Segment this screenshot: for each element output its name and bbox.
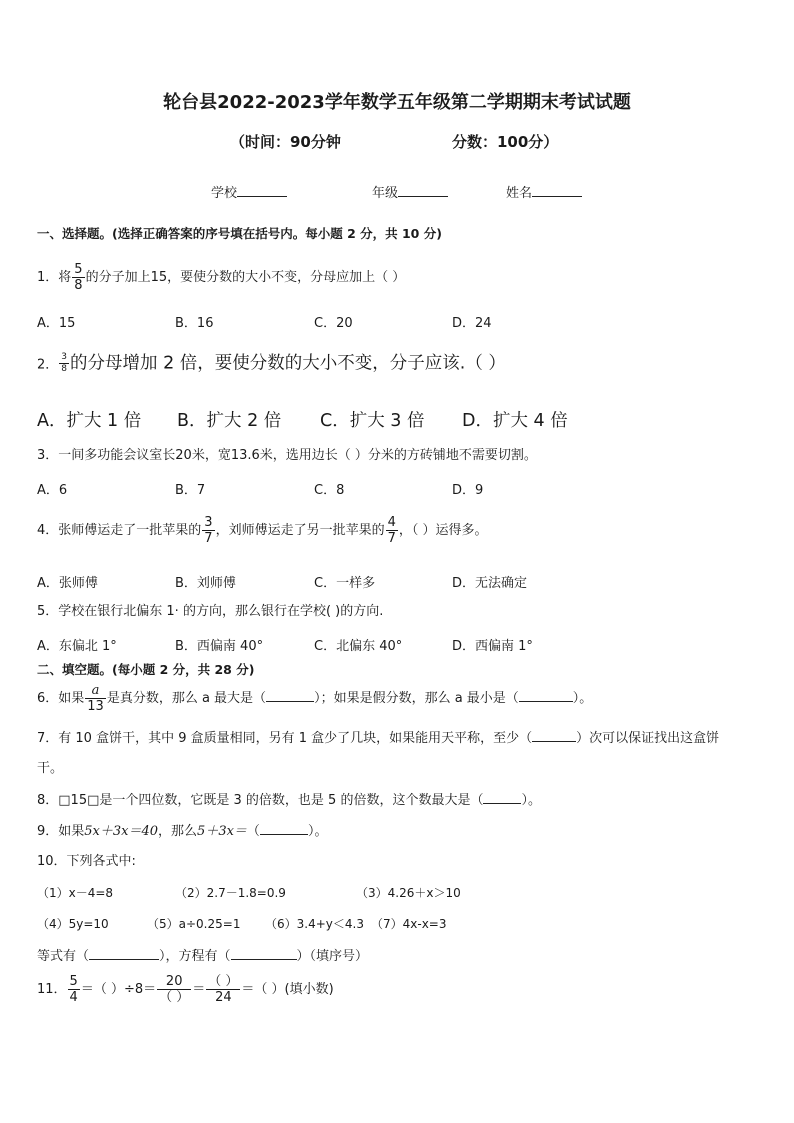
q8-text-pre: 8．□15□是一个四位数，它既是 3 的倍数，也是 5 的倍数，这个数最大是（ (37, 793, 484, 808)
q11-frac3-num[interactable]: （ ） (208, 974, 239, 989)
q11-number: 11． (37, 982, 67, 997)
exam-score: 分数：100分） (452, 133, 559, 151)
q10-answer-a: 等式有（ (37, 949, 90, 964)
q10-expr-3: （3）4.26＋x＞10 (356, 886, 461, 900)
q7-text-line1b: ）次可以保证找出这盒饼 (576, 731, 720, 746)
section1-heading: 一、选择题。(选择正确答案的序号填在括号内。每小题 2 分，共 10 分) (37, 226, 442, 241)
q1-frac-num: 5 (74, 262, 83, 277)
name-field (506, 182, 582, 201)
grade-label: 年级 (372, 186, 399, 201)
q5-option-d[interactable]: D．西偏南 1° (452, 639, 533, 654)
q10-expr-5: （5）a÷0.25=1 (147, 917, 241, 931)
school-field (211, 182, 287, 201)
page-title: 轮台县2022-2023学年数学五年级第二学期期末考试试题 (163, 92, 631, 113)
q3-option-a[interactable]: A．6 (37, 483, 68, 498)
q11-text-1: ＝（ ）÷8＝ (80, 982, 157, 997)
question-2 (37, 352, 506, 375)
q6-text-pre: 6．如果 (37, 691, 85, 706)
q9-paren-open: （ (246, 824, 260, 839)
q4-frac2-num: 4 (387, 515, 396, 530)
school-blank[interactable] (237, 184, 287, 197)
q1-fraction (72, 262, 84, 293)
q11-fraction-1 (68, 974, 80, 1005)
q6-frac-den: 13 (87, 699, 104, 714)
q5-option-a[interactable]: A．东偏北 1° (37, 639, 117, 654)
q7-blank[interactable] (532, 729, 576, 742)
q11-fraction-3 (206, 974, 240, 1005)
q11-frac3-den: 24 (215, 990, 232, 1005)
q4-frac1-num: 3 (204, 515, 213, 530)
q7-text-line1: 7．有 10 盒饼干，其中 9 盒质量相同，另有 1 盒少了几块，如果能用天平称，至少（ (37, 731, 533, 746)
q1-text: 的分子加上15，要使分数的大小不变，分母应加上（ ） (85, 270, 406, 285)
q6-text-mid: 是真分数，那么 a 最大是（ (106, 691, 267, 706)
q1-option-a[interactable]: A．15 (37, 316, 76, 331)
q9-text-pre: 9．如果 (37, 824, 85, 839)
q4-option-b[interactable]: B．刘师傅 (175, 576, 236, 591)
q7-line2: 干。 (37, 761, 64, 776)
q10-expr-6: （6）3.4+y＜4.3 (265, 917, 364, 931)
q4-option-d[interactable]: D．无法确定 (452, 576, 528, 591)
name-label: 姓名 (506, 186, 533, 201)
q11-frac2-den[interactable]: （ ） (159, 990, 190, 1005)
q4-frac2-den: 7 (387, 531, 396, 546)
q1-number: 1．将 (37, 270, 72, 285)
q2-option-a[interactable]: A．扩大 1 倍 (37, 411, 142, 431)
q9-equation-2: 5＋3x＝ (197, 824, 247, 839)
question-8 (37, 791, 541, 810)
q10-answer-c: ）（填序号） (296, 949, 369, 964)
q2-frac-den: 8 (61, 364, 68, 374)
q4-fraction-1 (202, 515, 214, 546)
question-10: 10．下列各式中: (37, 854, 136, 869)
q10-blank-1[interactable] (89, 947, 159, 960)
q6-text-post: ）。 (572, 691, 593, 706)
q1-option-b[interactable]: B．16 (175, 316, 214, 331)
q6-blank-2[interactable] (519, 689, 573, 702)
q8-blank[interactable] (483, 791, 521, 804)
grade-field (372, 182, 448, 201)
q11-text-2: ＝ (192, 982, 206, 997)
name-blank[interactable] (532, 184, 582, 197)
q11-fraction-2 (157, 974, 191, 1005)
q2-option-c[interactable]: C．扩大 3 倍 (320, 411, 425, 431)
q2-option-d[interactable]: D．扩大 4 倍 (462, 411, 568, 431)
q11-frac2-num: 20 (157, 974, 191, 990)
q10-expr-7: （7）4x-x=3 (371, 917, 447, 931)
q5-option-b[interactable]: B．西偏南 40° (175, 639, 264, 654)
q10-expr-1: （1）x－4=8 (37, 886, 114, 900)
q4-text-mid: ，刘师傅运走了另一批苹果的 (215, 523, 385, 538)
school-label: 学校 (211, 186, 238, 201)
q2-text: 的分母增加 2 倍，要使分数的大小不变，分子应该.（ ） (70, 353, 506, 374)
q3-option-b[interactable]: B．7 (175, 483, 206, 498)
q10-expr-4: （4）5y=10 (37, 917, 109, 931)
q2-frac-num: 3 (61, 352, 68, 362)
q10-blank-2[interactable] (231, 947, 297, 960)
q6-blank-1[interactable] (266, 689, 314, 702)
q9-text-post: ）。 (307, 824, 328, 839)
question-7 (37, 729, 719, 748)
question-9 (37, 822, 327, 841)
q4-frac1-den: 7 (204, 531, 213, 546)
q4-text-post: ，（ ）运得多。 (398, 523, 488, 538)
q11-frac1-den: 4 (69, 990, 78, 1005)
q9-text-mid: ，那么 (158, 824, 198, 839)
exam-time: （时间：90分钟 (230, 133, 341, 151)
q4-text-pre: 4．张师傅运走了一批苹果的 (37, 523, 202, 538)
q4-option-a[interactable]: A．张师傅 (37, 576, 98, 591)
q11-frac1-num: 5 (69, 974, 78, 989)
question-3: 3．一间多功能会议室长20米，宽13.6米，选用边长（ ）分米的方砖铺地不需要切割。 (37, 448, 537, 463)
section2-heading: 二、填空题。(每小题 2 分，共 28 分) (37, 662, 255, 677)
q2-number: 2． (37, 357, 59, 373)
q6-text-mid2: ）；如果是假分数，那么 a 最小是（ (314, 691, 519, 706)
q6-frac-num: a (85, 683, 106, 699)
q1-frac-den: 8 (74, 278, 83, 293)
q4-option-c[interactable]: C．一样多 (314, 576, 376, 591)
q2-fraction (59, 352, 69, 375)
q8-text-post: ）。 (521, 793, 541, 808)
q9-blank[interactable] (260, 822, 308, 835)
question-5: 5．学校在银行北偏东 1· 的方向，那么银行在学校( )的方向. (37, 604, 384, 619)
question-4 (37, 515, 488, 546)
q5-option-c[interactable]: C．北偏东 40° (314, 639, 403, 654)
q1-option-d[interactable]: D．24 (452, 316, 492, 331)
q10-answer (37, 947, 368, 966)
question-11 (37, 974, 334, 1005)
question-1 (37, 262, 405, 293)
grade-blank[interactable] (398, 184, 448, 197)
q1-option-c[interactable]: C．20 (314, 316, 353, 331)
q3-option-c[interactable]: C．8 (314, 483, 345, 498)
q10-expr-2: （2）2.7－1.8=0.9 (175, 886, 286, 900)
q2-option-b[interactable]: B．扩大 2 倍 (177, 411, 282, 431)
q11-text-3: ＝（ ）(填小数) (241, 982, 334, 997)
question-6 (37, 683, 592, 714)
q4-fraction-2 (386, 515, 398, 546)
q10-answer-b: ），方程有（ (159, 949, 231, 964)
q9-equation-1: 5x＋3x＝40 (84, 824, 159, 839)
q3-option-d[interactable]: D．9 (452, 483, 484, 498)
q6-fraction (85, 683, 106, 714)
